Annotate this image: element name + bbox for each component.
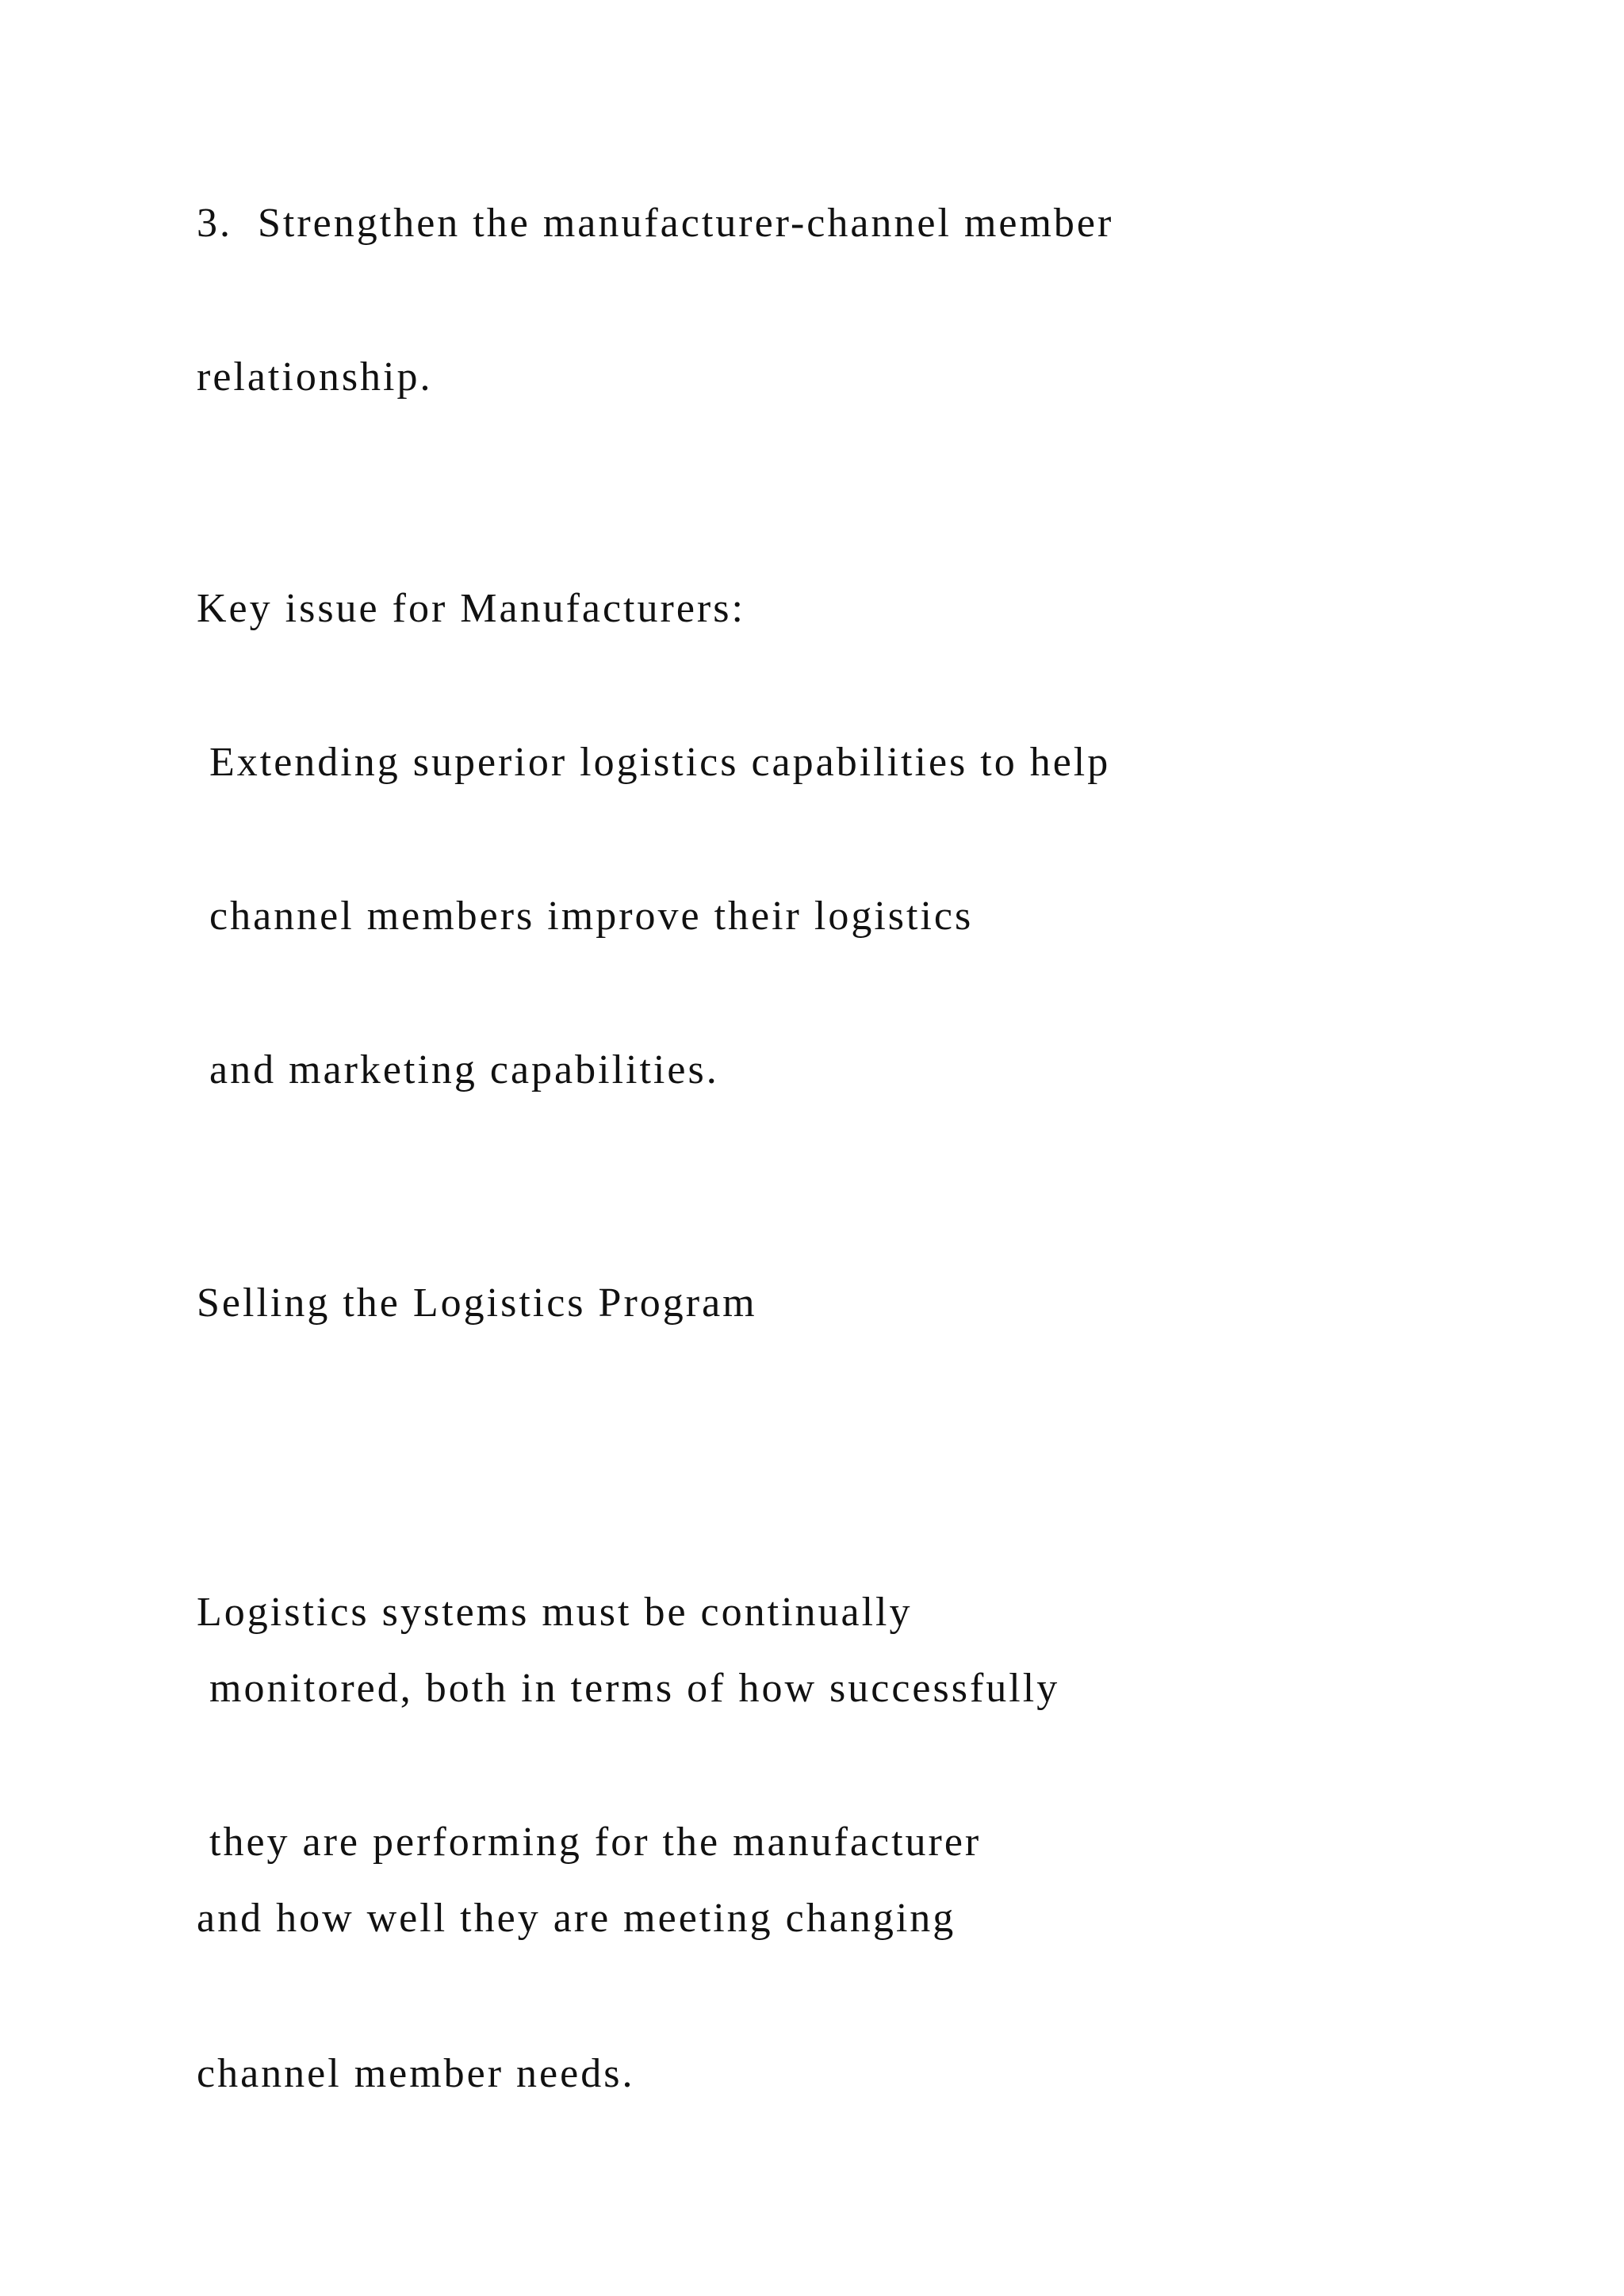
text-line: they are performing for the manufacturer (197, 1820, 982, 1865)
text-line: relationship. (197, 354, 433, 400)
text-line: channel member needs. (197, 2051, 635, 2096)
text-line: and marketing capabilities. (197, 1047, 719, 1093)
section-heading: Selling the Logistics Program (197, 1280, 757, 1326)
text-line: Extending superior logistics capabilities to help (197, 740, 1111, 785)
text-line: and how well they are meeting changing (197, 1896, 956, 1941)
section-heading: Key issue for Manufacturers: (197, 586, 745, 631)
text-line: channel members improve their logistics (197, 894, 974, 939)
text-line: 3. Strengthen the manufacturer-channel member (197, 201, 1114, 246)
text-line: monitored, both in terms of how successfully (197, 1666, 1060, 1711)
text-line: Logistics systems must be continually (197, 1590, 913, 1635)
